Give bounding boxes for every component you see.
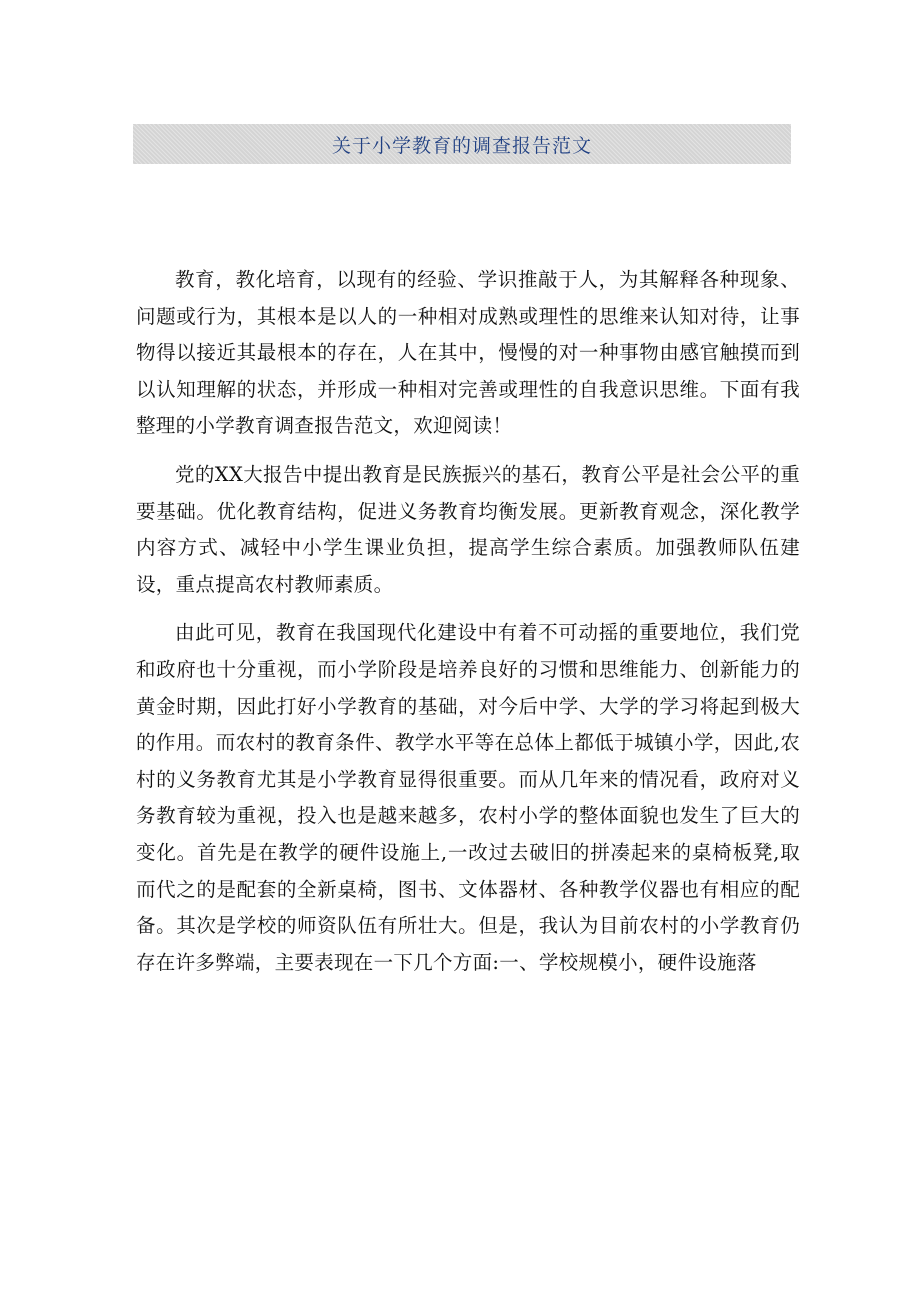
title-banner [133, 124, 791, 164]
paragraph-report: 党的XX大报告中提出教育是民族振兴的基石，教育公平是社会公平的重要基础。优化教育结构，促进义务教育均衡发展。更新教育观念，深化教学内容方式、减轻中小学生课业负担，提高学生综合素质。加强教师队伍建设，重点提高农村教师素质。 [136, 462, 800, 596]
document-body [136, 262, 800, 993]
page-title: 关于小学教育的调查报告范文 [331, 134, 592, 157]
paragraph-intro: 教育，教化培育，以现有的经验、学识推敲于人，为其解释各种现象、问题或行为，其根本是以人的一种相对成熟或理性的思维来认知对待，让事物得以接近其最根本的存在，人在其中，慢慢的对一种事物由感官触摸而到以认知理解的状态，并形成一种相对完善或理性的自我意识思维。下面有我整理的小学教育调查报告范文，欢迎阅读！ [136, 268, 800, 438]
paragraph-analysis: 由此可见，教育在我国现代化建设中有着不可动摇的重要地位，我们党和政府也十分重视，而小学阶段是培养良好的习惯和思维能力、创新能力的黄金时期，因此打好小学教育的基础，对今后中学、大学的学习将起到极大的作用。而农村的教育条件、教学水平等在总体上都低于城镇小学，因此,农村的义务教育尤其是小学教育显得很重要。而从几年来的情况看，政府对义务教育较为重视，投入也是越来越多，农村小学的整体面貌也发生了巨大的变化。首先是在教学的硬件设施上,一改过去破旧的拼凑起来的桌椅板凳,取而代之的是配套的全新桌椅，图书、文体器材、各种教学仪器也有相应的配备。其次是学校的师资队伍有所壮大。但是，我认为目前农村的小学教育仍存在许多弊端，主要表现在一下几个方面:一、学校规模小，硬件设施落 [136, 621, 800, 974]
